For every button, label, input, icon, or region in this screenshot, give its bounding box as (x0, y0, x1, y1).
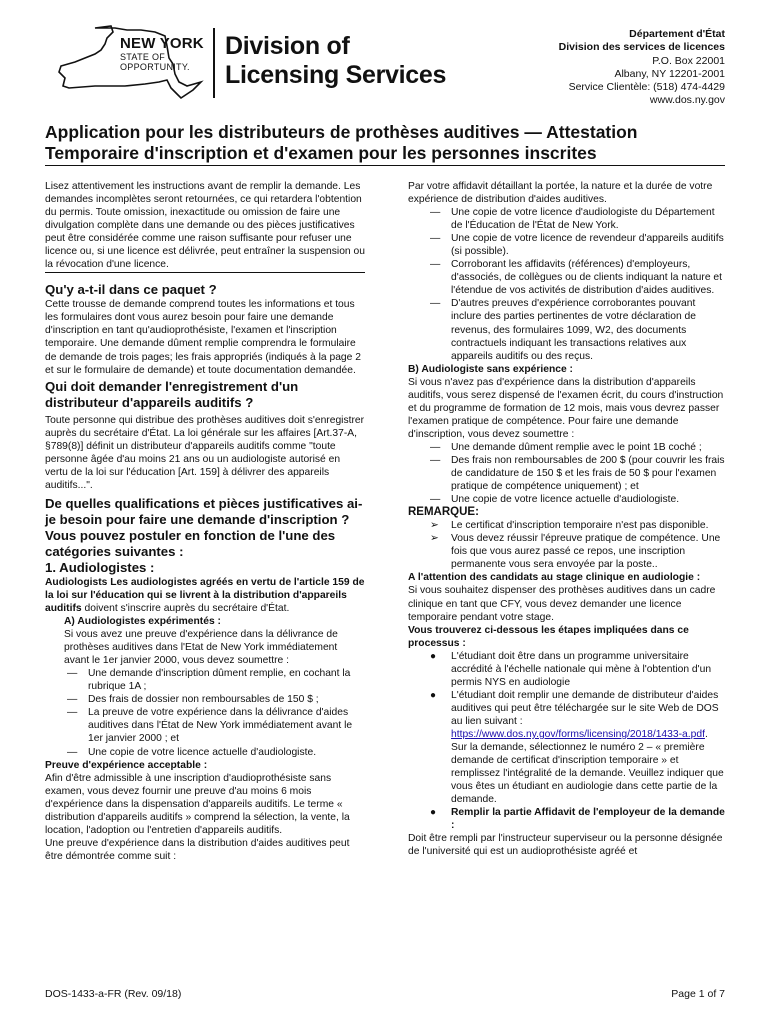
heading-categories: Vous pouvez postuler en fonction de l'une des catégories suivantes : (45, 527, 336, 559)
dash-icon: — (430, 298, 441, 310)
dash-icon: — (430, 207, 441, 219)
who-paragraph: Toute personne qui distribue des prothèses auditives doit s'enregistrer auprès du secrétaire d'État. La loi générale sur les affaires [Art.37-A, §789(8)] définit un distributeur d'appareils auditifs comme "toute personne âgée d'au moins 21 ans ou un audiologiste autorisé en vertu de la loi sur l'éducation [Art. 159] à délivrer des appareils auditifs...". (45, 414, 365, 491)
form-id: DOS-1433-a-FR (Rev. 09/18) (45, 988, 182, 1000)
list-item: — Des frais de dossier non remboursables de 150 $ ; (67, 694, 319, 706)
division-title (225, 32, 446, 90)
heading-attention: A l'attention des candidats au stage clinique en audiologie : (408, 572, 701, 584)
right-column (408, 180, 726, 858)
list-item: — Une copie de votre licence actuelle d'audiologiste. (430, 494, 680, 506)
title-line-1: Application pour les distributeurs de prothèses auditives — Attestation (45, 122, 638, 142)
address-division: Division des services de licences (558, 41, 725, 54)
heading-experienced: A) Audiologistes expérimentés : (64, 616, 221, 628)
audiologists-paragraph (45, 576, 365, 615)
page-title (45, 122, 725, 164)
dash-icon: — (67, 668, 78, 680)
logo-line-3: OPPORTUNITY. (120, 62, 190, 72)
proof-paragraph-1: Afin d'être admissible à une inscription d'audioprothésiste sans examen, vous devez fournir une preuve d'au moins 6 mois d'expérience dans la dispensation d'appareils auditifs. Le terme « distribution d'appareils auditifs » comprend la sélection, la vente, la location, l'adoption ou l'entretien d'appareils auditifs. (45, 772, 350, 836)
bullet-icon: ● (430, 689, 437, 701)
dash-icon: — (430, 441, 441, 453)
heading-package: Qu'y a-t-il dans ce paquet ? (45, 282, 217, 298)
audiologists-bold: Audiologists Les audiologistes agréés en vertu de l'article 159 de la loi sur l'éducation qui se livrent à la distribution d'appareils auditifs (45, 576, 365, 614)
ny-logo (120, 36, 204, 72)
without-paragraph: Si vous n'avez pas d'expérience dans la distribution d'appareils auditifs, vous serez dispensé de l'examen écrit, du cours d'instruction et du programme de formation de 12 mois, mais vous devrez passer l'examen pratique de compétence. Pour faire une demande d'inscription, vous devez soumettre : (408, 376, 724, 440)
arrow-icon: ➢ (430, 520, 439, 532)
package-paragraph: Cette trousse de demande comprend toutes les informations et tous les formulaires dont vous aurez besoin pour faire une demande d'inscription en tant qu'audioprothésiste, l'examen et l'inscription temporaire. Une demande dûment remplie comprendra le formulaire de demande de trois pages; les frais appropriés (indiqués à la page 2 et sur le formulaire de demande) et toute documentation demandée. (45, 299, 361, 376)
title-line-2: Temporaire d'inscription et d'examen pour les personnes inscrites (45, 143, 597, 163)
heading-without-experience: B) Audiologiste sans expérience : (408, 363, 573, 375)
attention-paragraph: Si vous souhaitez dispenser des prothèses auditives dans un cadre clinique en tant que CFY, vous devez demander une licence temporaire pendant votre stage. (408, 585, 716, 623)
heading-proof: Preuve d'expérience acceptable : (45, 759, 208, 771)
list-item: — Des frais non remboursables de 200 $ (pour couvrir les frais de candidature de 150 $ et les frais de 50 $ pour l'examen pratique de compétence uniquement) ; et (430, 454, 725, 493)
title-divider (45, 165, 725, 166)
address-block (559, 28, 725, 108)
left-column (45, 180, 365, 863)
audiologists-rest: doivent s'inscrire auprès du secrétaire d'État. (81, 602, 290, 614)
logo-line-2: STATE OF (120, 52, 166, 62)
list-item: ● Remplir la partie Affidavit de l'employeur de la demande : (430, 807, 725, 832)
address-po-box: P.O. Box 22001 (652, 54, 725, 67)
bullet-icon: ● (430, 807, 437, 819)
list-item: ● L'étudiant doit être dans un programme universitaire accrédité à l'échelle nationale qui mène à l'obtention d'un permis NYS en audiologie (430, 650, 712, 688)
list-item: ● L'étudiant doit remplir une demande de distributeur d'aides auditives qui peut être téléchargée sur le site Web de DOS au lien suivant : https://www.dos.ny.gov/forms/licensing/2018/1433-a.pdf. Sur la demande, sélectionnez le numéro 2 – « première demande de certificat d'inscription temporaire » et remplissez l'intégralité de la demande. Veuillez indiquer que vous êtes un étudiant en audiologie dans cette partie de la demande. (430, 689, 724, 806)
dash-icon: — (430, 454, 441, 466)
final-paragraph: Doit être rempli par l'instructeur superviseur ou la personne désignée de l'université qui est un audioprothésiste agréé et (408, 833, 723, 858)
dash-icon: — (67, 707, 78, 719)
list-item: — La preuve de votre expérience dans la délivrance d'aides auditives dans l'État de New York immédiatement avant le 1er janvier 2000 ; et (67, 707, 353, 745)
heading-steps: Vous trouverez ci-dessous les étapes impliquées dans ce processus : (408, 624, 689, 649)
list-item: — Une copie de votre licence de revendeur d'appareils auditifs (si possible). (430, 233, 724, 258)
division-line-1: Division of (225, 32, 350, 60)
form-download-link[interactable]: https://www.dos.ny.gov/forms/licensing/2018/1433-a.pdf (451, 728, 705, 740)
dash-icon: — (67, 694, 78, 706)
arrow-icon: ➢ (430, 533, 439, 545)
logo-line-1: NEW YORK (120, 35, 204, 52)
affidavit-paragraph: Par votre affidavit détaillant la portée, la nature et la durée de votre expérience de distribution d'aides auditives. (408, 181, 713, 206)
dash-icon: — (430, 259, 441, 271)
experienced-paragraph: Si vous avez une preuve d'expérience dans la délivrance de prothèses auditives dans l'Etat de New York immédiatement avant le 1er janvier 2000, vous devez soumettre : (64, 629, 338, 667)
heading-who: Qui doit demander l'enregistrement d'un distributeur d'appareils auditifs ? (45, 378, 299, 410)
heading-remark: REMARQUE: (408, 506, 479, 519)
proof-paragraph-2: Une preuve d'expérience dans la distribution d'aides auditives peut être démontrée comme suit : (45, 837, 350, 862)
bullet-icon: ● (430, 650, 437, 662)
list-item: — Une demande dûment remplie avec le point 1B coché ; (430, 441, 702, 453)
list-item: — Une copie de votre licence actuelle d'audiologiste. (67, 746, 317, 758)
dash-icon: — (67, 746, 78, 758)
dash-icon: — (430, 233, 441, 245)
list-item: — Corroborant les affidavits (références) d'employeurs, d'associés, de collègues ou de clients indiquant la nature et l'étendue de vos activités de distribution d'aides auditives. (430, 259, 723, 297)
list-item: — Une demande d'inscription dûment remplie, en cochant la rubrique 1A ; (67, 668, 351, 693)
list-item: ➢ Le certificat d'inscription temporaire n'est pas disponible. (430, 520, 709, 532)
list-item: ➢ Vous devez réussir l'épreuve pratique de compétence. Une fois que vous aurez passé ce repos, une inscription permanente vous sera envoyée par la poste.. (430, 533, 721, 571)
address-phone: Service Clientèle: (518) 474-4429 (568, 81, 725, 94)
dash-icon: — (430, 494, 441, 506)
address-website[interactable]: www.dos.ny.gov (649, 94, 725, 107)
intro-paragraph: Lisez attentivement les instructions avant de remplir la demande. Les demandes incomplètes seront retournées, ce qui retardera l'obtention du permis. Toute omission, inexactitude ou omission de faire une divulgation complète dans une demande ou des pièces justificatives peut être considérée comme une raison suffisante pour refuser une licence ou, si une licence est délivrée, peut entraîner la suspension ou la révocation d'une licence. (45, 180, 365, 273)
logo-divider (213, 28, 215, 98)
page-number: Page 1 of 7 (671, 988, 725, 1000)
heading-qualifications: De quelles qualifications et pièces justificatives ai-je besoin pour faire une demande d'inscription ? (45, 495, 363, 527)
list-item: — Une copie de votre licence d'audiologiste du Département de l'Éducation de l'État de New York. (430, 207, 715, 232)
list-item: — D'autres preuves d'expérience corroborantes pouvant inclure des parties pertinentes de votre déclaration de revenus, des formulaires 1099, W2, des documents contractuels indiquant les transactions relatives aux appareils auditifs ou des reçus. (430, 298, 696, 362)
heading-audiologists: 1. Audiologistes : (45, 559, 155, 575)
address-city: Albany, NY 12201-2001 (614, 67, 725, 80)
division-line-2: Licensing Services (225, 61, 447, 89)
address-dept: Département d'État (629, 28, 725, 40)
